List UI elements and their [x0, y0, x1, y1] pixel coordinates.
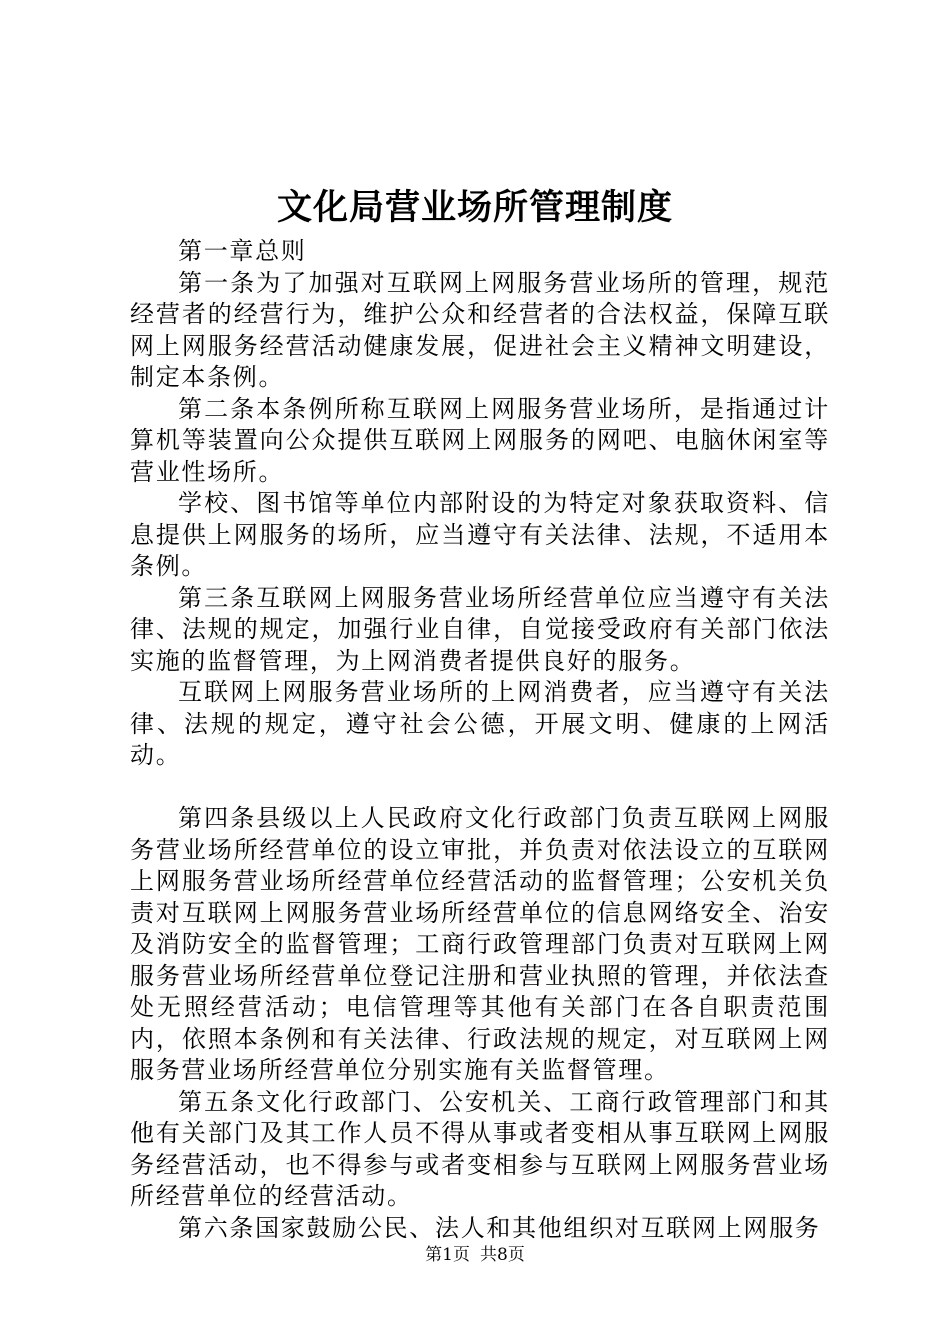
article-3: 第三条互联网上网服务营业场所经营单位应当遵守有关法律、法规的规定，加强行业自律，自觉接受政府有关部门依法实施的监督管理，为上网消费者提供良好的服务。 [130, 583, 830, 675]
article-6: 第六条国家鼓励公民、法人和其他组织对互联网上网服务 [178, 1213, 821, 1242]
document-title: 文化局营业场所管理制度 [276, 187, 673, 228]
article-2: 第二条本条例所称互联网上网服务营业场所，是指通过计算机等装置向公众提供互联网上网服务的网吧、电脑休闲室等营业性场所。 [130, 394, 830, 486]
document-body [130, 236, 830, 1244]
article-4: 第四条县级以上人民政府文化行政部门负责互联网上网服务营业场所经营单位的设立审批，并负责对依法设立的互联网上网服务营业场所经营单位经营活动的监督管理；公安机关负责对互联网上网服务营业场所经营单位的信息网络安全、治安及消防安全的监督管理；工商行政管理部门负责对互联网上网服务营业场所经营单位登记注册和营业执照的管理，并依法查处无照经营活动；电信管理等其他有关部门在各自职责范围内，依照本条例和有关法律、行政法规的规定，对互联网上网服务营业场所经营单位分别实施有关监督管理。 [130, 804, 830, 1084]
article-1: 第一条为了加强对互联网上网服务营业场所的管理，规范经营者的经营行为，维护公众和经营者的合法权益，保障互联网上网服务经营活动健康发展，促进社会主义精神文明建设，制定本条例。 [130, 268, 830, 391]
article-2-clause: 学校、图书馆等单位内部附设的为特定对象获取资料、信息提供上网服务的场所，应当遵守有关法律、法规，不适用本条例。 [130, 489, 830, 580]
article-5: 第五条文化行政部门、公安机关、工商行政管理部门和其他有关部门及其工作人员不得从事或者变相从事互联网上网服务经营活动，也不得参与或者变相参与互联网上网服务营业场所经营单位的经营活动。 [130, 1087, 830, 1210]
page-number: 第1页 [425, 1245, 470, 1265]
chapter-heading: 第一章总则 [178, 237, 307, 265]
article-3-clause: 互联网上网服务营业场所的上网消费者，应当遵守有关法律、法规的规定，遵守社会公德，开展文明、健康的上网活动。 [130, 678, 830, 769]
page-total: 共8页 [480, 1245, 525, 1265]
page-footer [0, 1243, 950, 1267]
